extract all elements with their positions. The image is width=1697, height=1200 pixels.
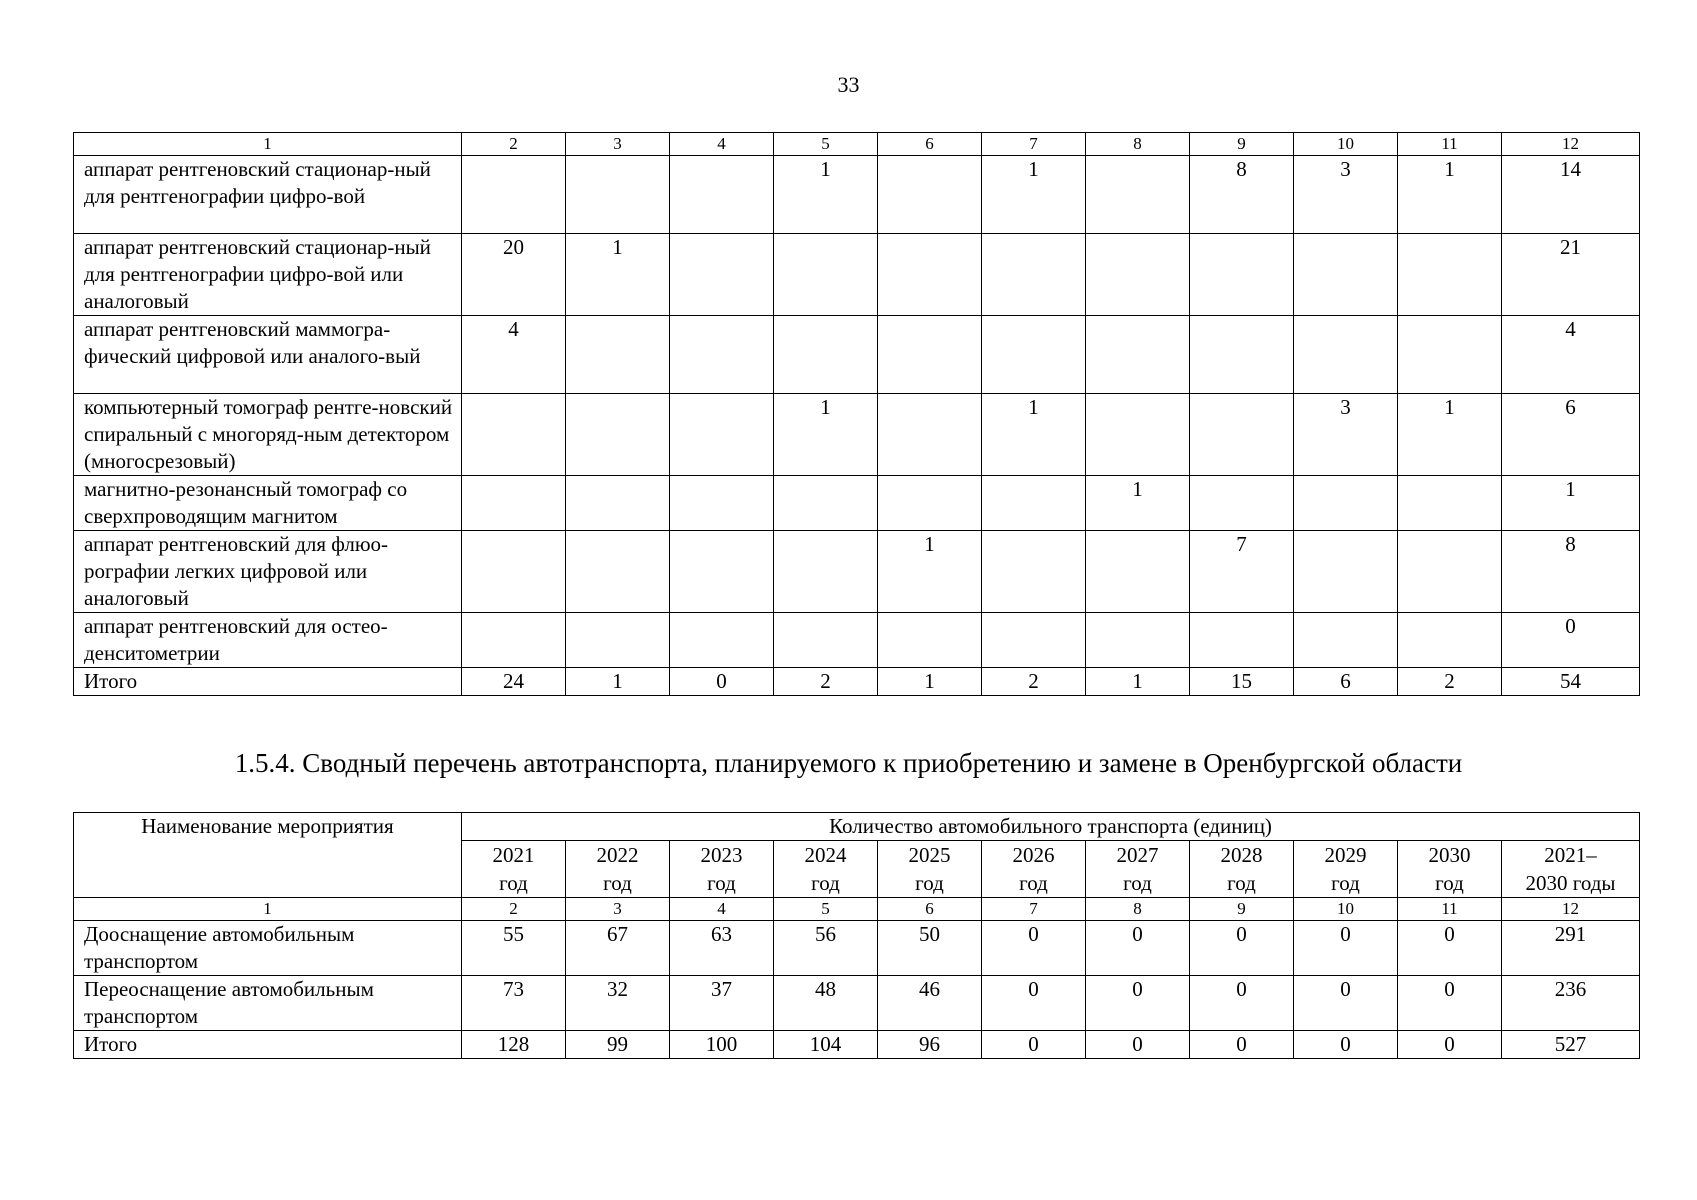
column-number: 12 xyxy=(1502,898,1640,921)
column-number: 10 xyxy=(1294,898,1398,921)
cell-value xyxy=(982,613,1086,668)
cell-value xyxy=(878,156,982,234)
cell-value: 54 xyxy=(1502,668,1640,696)
cell-value xyxy=(1294,316,1398,394)
cell-value: 3 xyxy=(1294,156,1398,234)
cell-value: 24 xyxy=(462,668,566,696)
col-name-header: Наименование мероприятия xyxy=(74,813,462,898)
cell-value xyxy=(774,234,878,316)
cell-value xyxy=(566,531,670,613)
cell-value xyxy=(982,234,1086,316)
cell-value: 20 xyxy=(462,234,566,316)
cell-value: 37 xyxy=(670,976,774,1031)
cell-value: 6 xyxy=(1502,394,1640,476)
cell-value xyxy=(566,156,670,234)
cell-value xyxy=(1398,476,1502,531)
column-number: 9 xyxy=(1190,133,1294,156)
year-line2: год xyxy=(603,871,632,895)
cell-value: 1 xyxy=(774,156,878,234)
cell-value: 2 xyxy=(982,668,1086,696)
cell-value: 50 xyxy=(878,921,982,976)
cell-value xyxy=(982,476,1086,531)
row-name: Переоснащение автомобильным транспортом xyxy=(74,976,462,1031)
year-line2: год xyxy=(1019,871,1048,895)
column-number: 4 xyxy=(670,133,774,156)
cell-value xyxy=(462,476,566,531)
cell-value: 0 xyxy=(670,668,774,696)
cell-value: 46 xyxy=(878,976,982,1031)
column-number: 4 xyxy=(670,898,774,921)
cell-value: 4 xyxy=(1502,316,1640,394)
cell-value xyxy=(462,394,566,476)
cell-value xyxy=(1086,316,1190,394)
cell-value: 527 xyxy=(1502,1031,1640,1059)
cell-value xyxy=(774,531,878,613)
cell-value: 8 xyxy=(1190,156,1294,234)
cell-value: 63 xyxy=(670,921,774,976)
row-name: аппарат рентгеновский для остео-денситометрии xyxy=(74,613,462,668)
cell-value: 0 xyxy=(1086,921,1190,976)
column-number: 5 xyxy=(774,898,878,921)
cell-value xyxy=(878,476,982,531)
cell-value xyxy=(878,316,982,394)
cell-value xyxy=(878,394,982,476)
cell-value: 100 xyxy=(670,1031,774,1059)
cell-value: 3 xyxy=(1294,394,1398,476)
cell-value: 1 xyxy=(566,668,670,696)
table-row xyxy=(74,921,1640,976)
cell-value: 0 xyxy=(982,976,1086,1031)
year-line1: 2027 xyxy=(1116,843,1159,867)
year-header xyxy=(1294,841,1398,898)
year-header xyxy=(566,841,670,898)
row-name: Итого xyxy=(74,1031,462,1059)
table-row xyxy=(74,531,1640,613)
cell-value: 4 xyxy=(462,316,566,394)
table-row xyxy=(74,476,1640,531)
cell-value xyxy=(1294,476,1398,531)
row-name: аппарат рентгеновский стационар-ный для рентгенографии цифро-вой или аналоговый xyxy=(74,234,462,316)
cell-value xyxy=(1086,394,1190,476)
cell-value xyxy=(1294,531,1398,613)
year-line2: год xyxy=(1227,871,1256,895)
equipment-table xyxy=(73,132,1640,696)
table-row xyxy=(74,976,1640,1031)
cell-value: 55 xyxy=(462,921,566,976)
cell-value xyxy=(774,476,878,531)
table-row xyxy=(74,394,1640,476)
year-line1: 2025 xyxy=(908,843,951,867)
cell-value: 7 xyxy=(1190,531,1294,613)
row-name: Итого xyxy=(74,668,462,696)
column-number: 3 xyxy=(566,898,670,921)
cell-value: 15 xyxy=(1190,668,1294,696)
table-row xyxy=(74,234,1640,316)
cell-value xyxy=(982,531,1086,613)
table-row xyxy=(74,156,1640,234)
cell-value: 48 xyxy=(774,976,878,1031)
cell-value: 1 xyxy=(878,531,982,613)
cell-value: 291 xyxy=(1502,921,1640,976)
year-line2: год xyxy=(915,871,944,895)
cell-value xyxy=(1190,476,1294,531)
cell-value: 1 xyxy=(1398,394,1502,476)
column-number: 5 xyxy=(774,133,878,156)
column-number: 9 xyxy=(1190,898,1294,921)
cell-value: 0 xyxy=(1190,1031,1294,1059)
column-number: 7 xyxy=(982,898,1086,921)
cell-value: 128 xyxy=(462,1031,566,1059)
column-number: 12 xyxy=(1502,133,1640,156)
table-row xyxy=(74,316,1640,394)
year-line2: год xyxy=(1435,871,1464,895)
column-number: 11 xyxy=(1398,898,1502,921)
row-name: Дооснащение автомобильным транспортом xyxy=(74,921,462,976)
year-line2: год xyxy=(1123,871,1152,895)
table-row xyxy=(74,668,1640,696)
column-number: 8 xyxy=(1086,898,1190,921)
cell-value: 1 xyxy=(878,668,982,696)
cell-value xyxy=(1190,613,1294,668)
row-name: компьютерный томограф рентге-новский спиральный с многоряд-ным детектором (многосрезовый) xyxy=(74,394,462,476)
cell-value: 1 xyxy=(982,156,1086,234)
vehicle-table xyxy=(73,812,1640,1059)
cell-value: 0 xyxy=(1294,921,1398,976)
cell-value: 0 xyxy=(1398,976,1502,1031)
cell-value: 6 xyxy=(1294,668,1398,696)
cell-value: 67 xyxy=(566,921,670,976)
cell-value xyxy=(774,613,878,668)
year-line1: 2021 xyxy=(492,843,535,867)
year-line1: 2028 xyxy=(1220,843,1263,867)
cell-value: 104 xyxy=(774,1031,878,1059)
cell-value xyxy=(1190,394,1294,476)
cell-value: 1 xyxy=(1086,476,1190,531)
cell-value xyxy=(1086,613,1190,668)
year-line1: 2026 xyxy=(1012,843,1055,867)
cell-value xyxy=(1086,531,1190,613)
cell-value xyxy=(774,316,878,394)
year-header xyxy=(1502,841,1640,898)
row-name: аппарат рентгеновский маммогра-фический цифровой или аналого-вый xyxy=(74,316,462,394)
cell-value: 96 xyxy=(878,1031,982,1059)
cell-value: 32 xyxy=(566,976,670,1031)
row-name: магнитно-резонансный томограф со сверхпроводящим магнитом xyxy=(74,476,462,531)
cell-value: 0 xyxy=(982,921,1086,976)
cell-value xyxy=(670,394,774,476)
cell-value: 1 xyxy=(774,394,878,476)
year-line2: год xyxy=(811,871,840,895)
year-header xyxy=(1398,841,1502,898)
column-number: 1 xyxy=(74,898,462,921)
cell-value: 1 xyxy=(982,394,1086,476)
cell-value xyxy=(1398,316,1502,394)
cell-value: 2 xyxy=(774,668,878,696)
year-line1: 2021– xyxy=(1544,843,1597,867)
cell-value: 56 xyxy=(774,921,878,976)
cell-value: 21 xyxy=(1502,234,1640,316)
cell-value xyxy=(1398,531,1502,613)
cell-value xyxy=(462,531,566,613)
cell-value xyxy=(1398,234,1502,316)
column-number-row xyxy=(74,133,1640,156)
year-line2: год xyxy=(1331,871,1360,895)
year-header xyxy=(878,841,982,898)
year-header xyxy=(462,841,566,898)
cell-value xyxy=(462,613,566,668)
year-header xyxy=(1086,841,1190,898)
cell-value xyxy=(1398,613,1502,668)
year-header xyxy=(670,841,774,898)
cell-value xyxy=(982,316,1086,394)
row-name: аппарат рентгеновский для флюо-рографии легких цифровой или аналоговый xyxy=(74,531,462,613)
cell-value xyxy=(670,316,774,394)
column-number: 10 xyxy=(1294,133,1398,156)
column-number: 1 xyxy=(74,133,462,156)
year-line2: 2030 годы xyxy=(1525,871,1616,895)
column-number: 6 xyxy=(878,898,982,921)
year-line1: 2024 xyxy=(804,843,847,867)
year-line2: год xyxy=(707,871,736,895)
cell-value xyxy=(670,613,774,668)
cell-value xyxy=(566,613,670,668)
cell-value: 0 xyxy=(1190,921,1294,976)
column-number: 2 xyxy=(462,898,566,921)
cell-value: 0 xyxy=(1502,613,1640,668)
column-number: 2 xyxy=(462,133,566,156)
year-header xyxy=(774,841,878,898)
table-row xyxy=(74,613,1640,668)
row-name: аппарат рентгеновский стационар-ный для рентгенографии цифро-вой xyxy=(74,156,462,234)
cell-value: 2 xyxy=(1398,668,1502,696)
cell-value xyxy=(462,156,566,234)
cell-value: 1 xyxy=(1398,156,1502,234)
column-number-row xyxy=(74,898,1640,921)
year-header xyxy=(982,841,1086,898)
column-number: 6 xyxy=(878,133,982,156)
cell-value: 0 xyxy=(1398,921,1502,976)
cell-value: 236 xyxy=(1502,976,1640,1031)
cell-value xyxy=(670,156,774,234)
cell-value: 1 xyxy=(1086,668,1190,696)
table-row xyxy=(74,1031,1640,1059)
column-number: 11 xyxy=(1398,133,1502,156)
column-number: 7 xyxy=(982,133,1086,156)
cell-value xyxy=(1086,234,1190,316)
cell-value xyxy=(1190,316,1294,394)
cell-value: 14 xyxy=(1502,156,1640,234)
cell-value: 0 xyxy=(1190,976,1294,1031)
year-line1: 2030 xyxy=(1428,843,1471,867)
cell-value: 0 xyxy=(1086,1031,1190,1059)
cell-value: 0 xyxy=(1294,976,1398,1031)
cell-value xyxy=(1086,156,1190,234)
cell-value xyxy=(566,476,670,531)
cell-value xyxy=(670,531,774,613)
cell-value xyxy=(878,234,982,316)
column-number: 3 xyxy=(566,133,670,156)
cell-value xyxy=(566,394,670,476)
column-number: 8 xyxy=(1086,133,1190,156)
cell-value xyxy=(670,476,774,531)
year-line1: 2029 xyxy=(1324,843,1367,867)
year-header xyxy=(1190,841,1294,898)
page-number: 33 xyxy=(837,72,860,97)
cell-value: 0 xyxy=(1086,976,1190,1031)
group-header: Количество автомобильного транспорта (единиц) xyxy=(462,813,1640,841)
cell-value xyxy=(1294,613,1398,668)
cell-value: 1 xyxy=(1502,476,1640,531)
cell-value: 8 xyxy=(1502,531,1640,613)
cell-value xyxy=(670,234,774,316)
cell-value: 0 xyxy=(1398,1031,1502,1059)
cell-value: 0 xyxy=(1294,1031,1398,1059)
year-line1: 2022 xyxy=(596,843,639,867)
section-title: 1.5.4. Сводный перечень автотранспорта, планируемого к приобретению и замене в Оренбургской области xyxy=(234,748,1463,778)
year-line2: год xyxy=(499,871,528,895)
cell-value: 0 xyxy=(982,1031,1086,1059)
cell-value: 73 xyxy=(462,976,566,1031)
cell-value xyxy=(566,316,670,394)
cell-value xyxy=(1294,234,1398,316)
cell-value: 1 xyxy=(566,234,670,316)
cell-value xyxy=(878,613,982,668)
year-line1: 2023 xyxy=(700,843,743,867)
cell-value xyxy=(1190,234,1294,316)
cell-value: 99 xyxy=(566,1031,670,1059)
